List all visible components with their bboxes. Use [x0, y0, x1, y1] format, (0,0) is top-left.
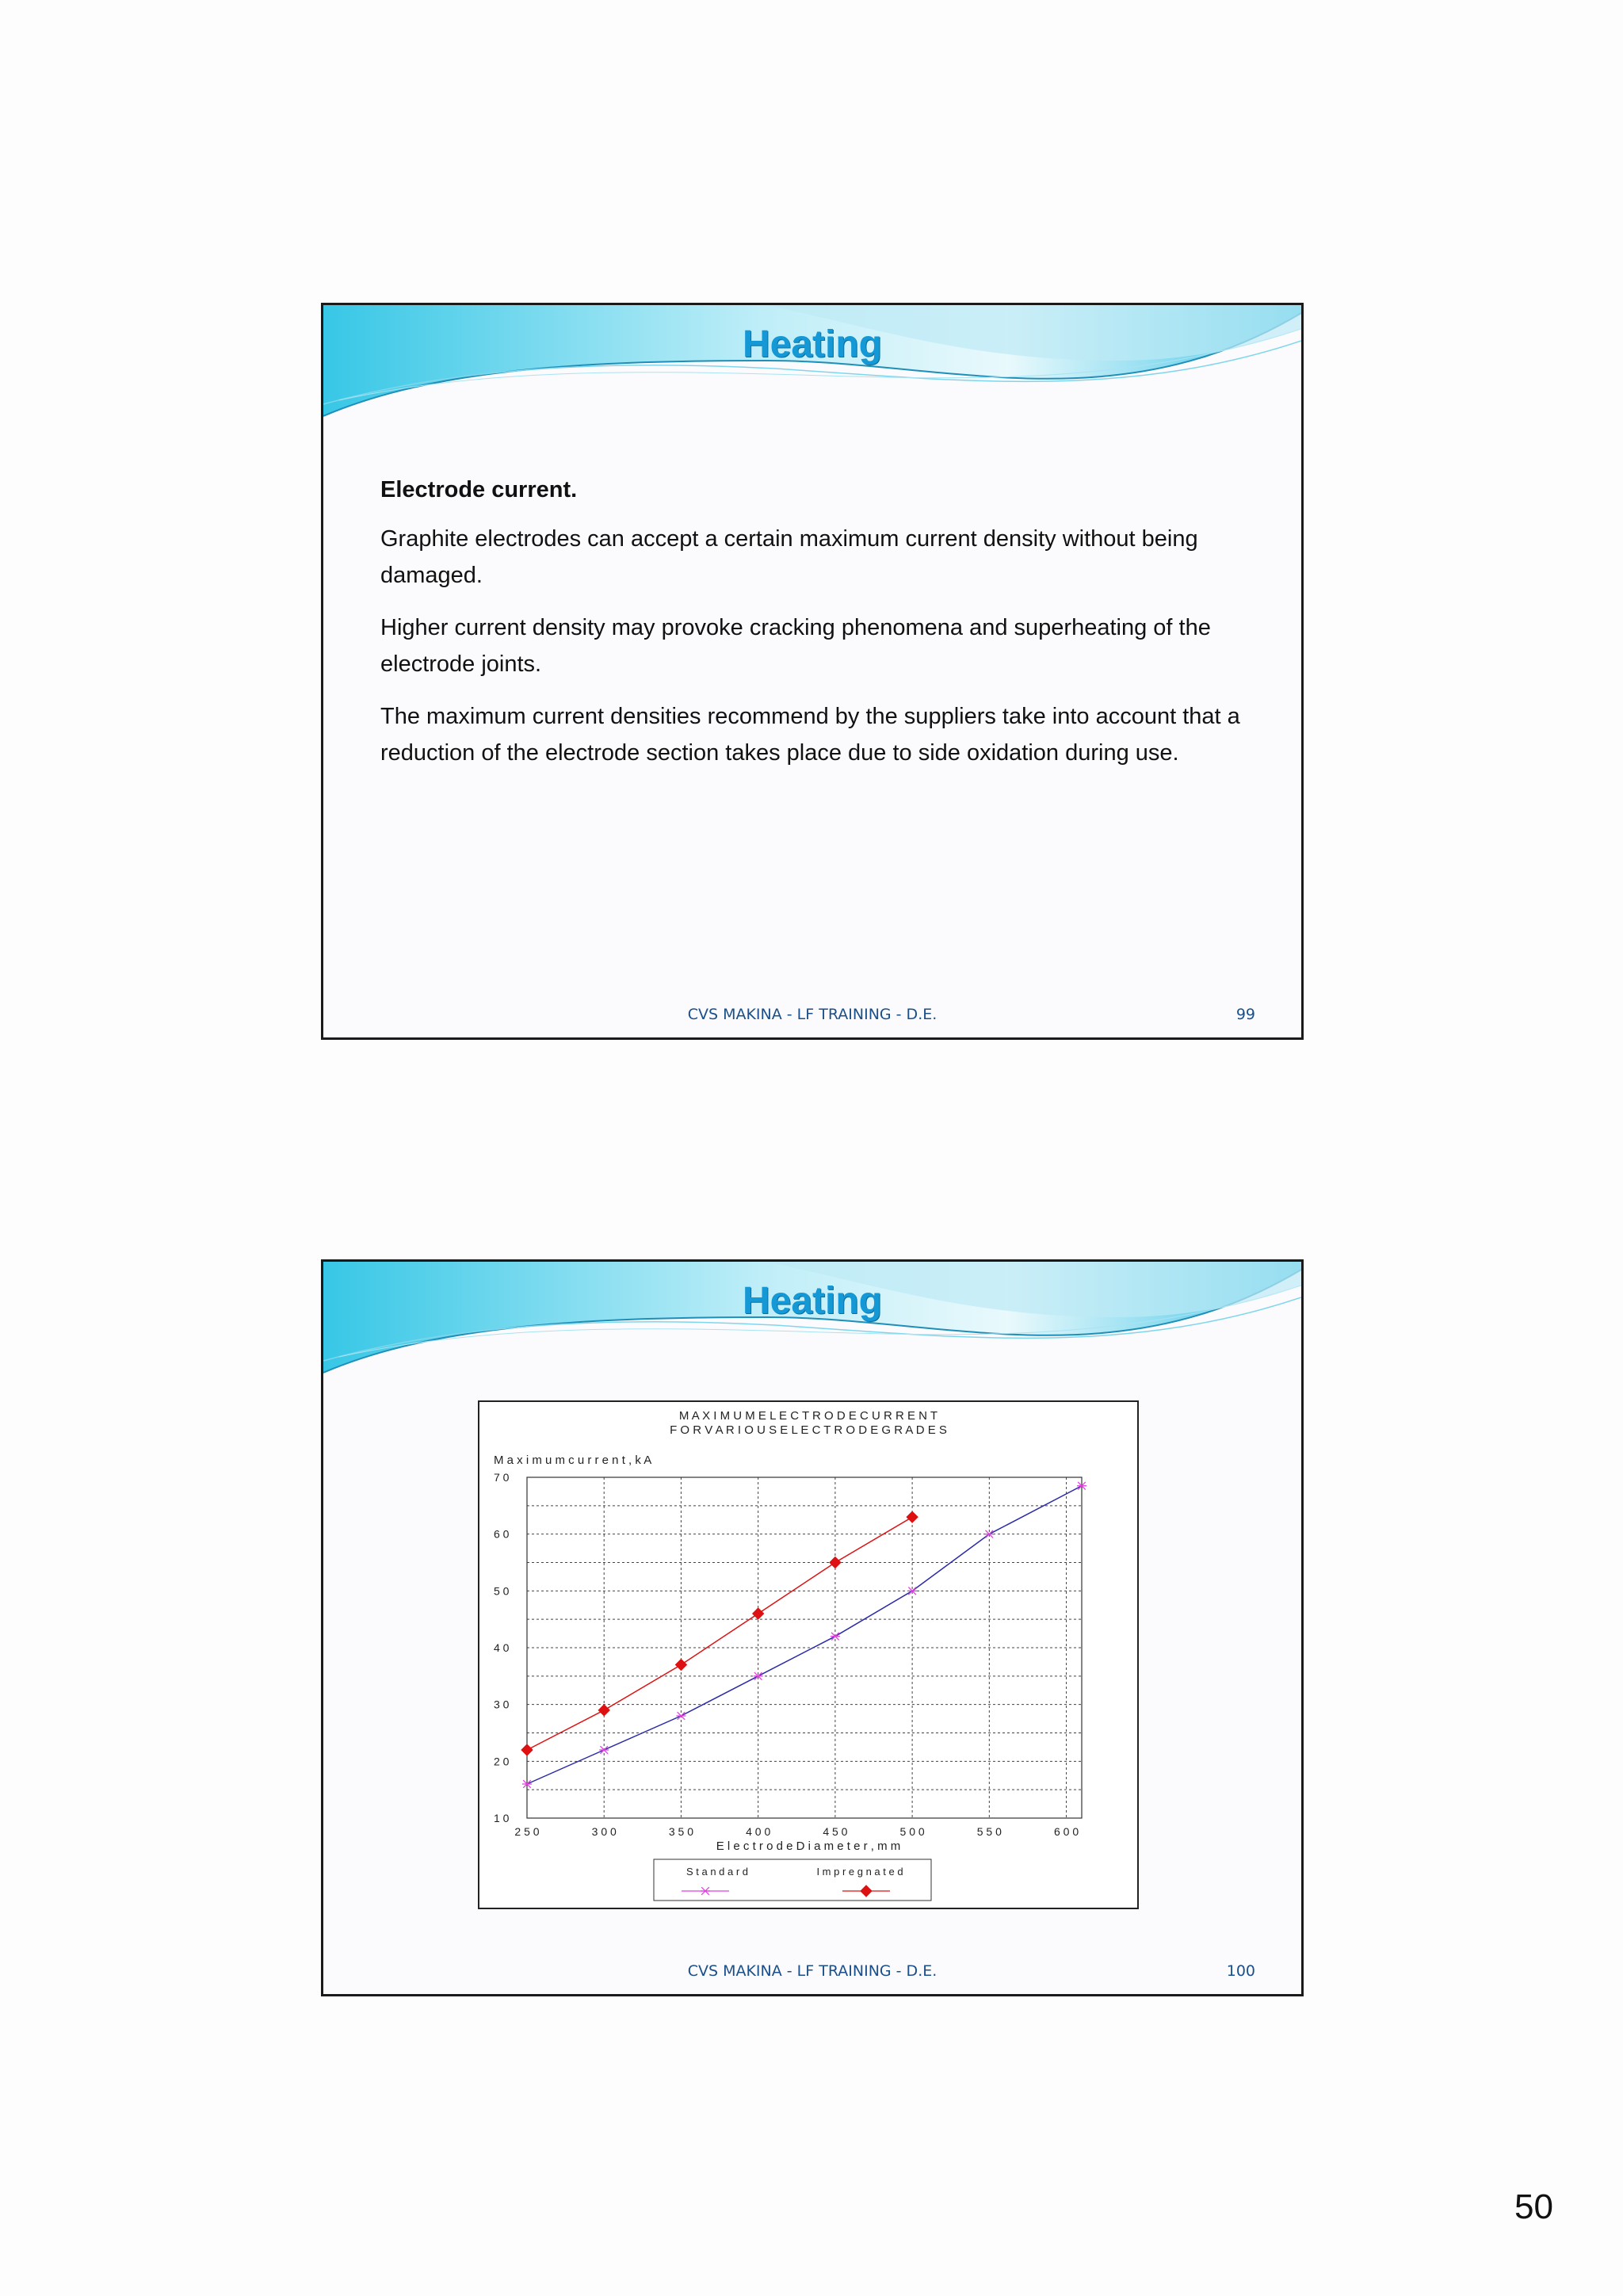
- document-page-number: 50: [1514, 2187, 1553, 2226]
- impregnated-data-point: [598, 1705, 609, 1716]
- impregnated-data-point: [521, 1744, 533, 1755]
- x-tick-label: 3 5 0: [668, 1825, 694, 1838]
- impregnated-data-point: [753, 1608, 764, 1619]
- slide-number: 99: [1235, 1006, 1255, 1023]
- y-tick-label: 2 0: [494, 1755, 510, 1768]
- section-heading: Electrode current.: [380, 477, 578, 502]
- y-tick-label: 7 0: [494, 1471, 510, 1484]
- paragraph: Graphite electrodes can accept a certain maximum current density without being damaged.: [380, 526, 1198, 588]
- impregnated-series-line: [527, 1517, 912, 1750]
- y-tick-label: 4 0: [494, 1641, 510, 1654]
- x-tick-label: 2 5 0: [514, 1825, 540, 1838]
- legend-label-standard: S t a n d a r d: [685, 1866, 749, 1878]
- slide-100: [321, 1259, 1304, 1996]
- y-tick-label: 6 0: [494, 1527, 510, 1541]
- y-tick-label: 3 0: [494, 1698, 510, 1711]
- chart-title: M A X I M U M E L E C T R O D E C U R R E N T: [678, 1409, 938, 1423]
- impregnated-data-point: [675, 1660, 686, 1671]
- slide-title: Heating: [742, 1280, 882, 1322]
- x-tick-label: 5 5 0: [976, 1825, 1002, 1838]
- impregnated-data-point: [830, 1557, 841, 1568]
- y-tick-label: 5 0: [494, 1584, 510, 1598]
- y-tick-label: 1 0: [494, 1812, 510, 1824]
- electrode-current-chart: [478, 1400, 1139, 1909]
- slide-number: 100: [1226, 1962, 1255, 1980]
- standard-series-line: [527, 1486, 1082, 1784]
- chart-subtitle: F O R V A R I O U S E L E C T R O D E G R A D E S: [670, 1423, 947, 1437]
- x-axis-label: E l e c t r o d e D i a m e t e r , m m: [716, 1839, 901, 1853]
- slide-footer: CVS MAKINA - LF TRAINING - D.E.: [687, 1962, 938, 1980]
- slide-99: [321, 303, 1304, 1040]
- x-tick-label: 4 5 0: [823, 1825, 848, 1838]
- y-axis-label: M a x i m u m c u r r e n t , k A: [494, 1454, 652, 1467]
- paragraph: Higher current density may provoke cracking phenomena and superheating of the electrode joints.: [380, 615, 1211, 677]
- chart-canvas: [479, 1402, 1137, 1908]
- paragraph: The maximum current densities recommend by the suppliers take into account that a reduction of the electrode section takes place due to side oxidation during use.: [380, 704, 1240, 766]
- x-tick-label: 5 0 0: [899, 1825, 925, 1838]
- slide-footer: CVS MAKINA - LF TRAINING - D.E.: [687, 1006, 938, 1023]
- x-tick-label: 4 0 0: [746, 1825, 771, 1838]
- x-tick-label: 6 0 0: [1053, 1825, 1079, 1838]
- impregnated-data-point: [907, 1511, 918, 1522]
- legend-label-impregnated: I m p r e g n a t e d: [816, 1866, 903, 1878]
- slide-title: Heating: [742, 323, 882, 365]
- slide-body: [380, 472, 1244, 787]
- x-tick-label: 3 0 0: [591, 1825, 617, 1838]
